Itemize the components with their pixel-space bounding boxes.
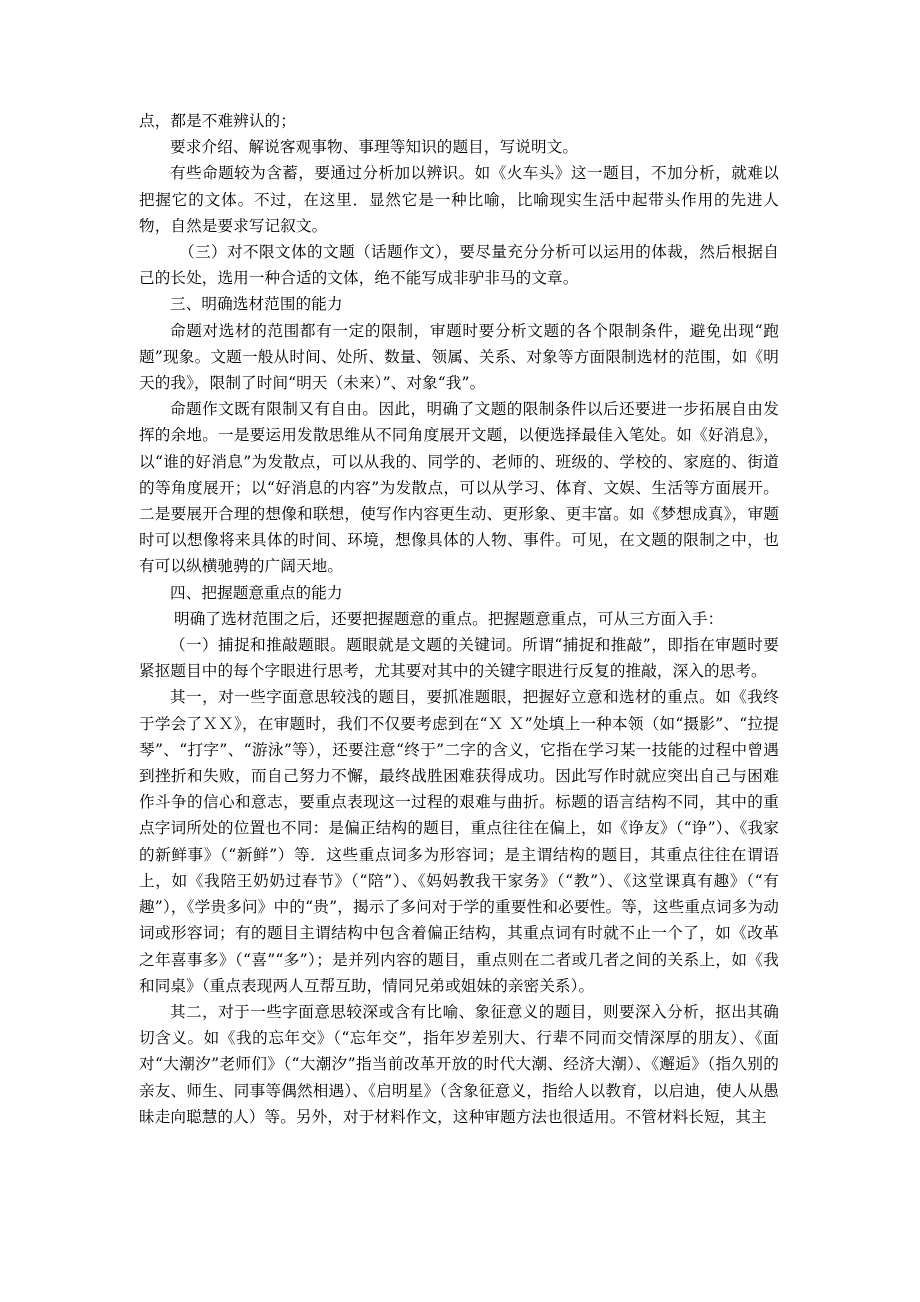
paragraph-first-point: 其一，对一些字面意思较浅的题目，要抓准题眼，把握好立意和选材的重点。如《我终于学会了ＸＸ》，在审题时，我们不仅要考虑到在“Ｘ Ｘ”处填上一种本领（如“摄影”、“拉提琴”、“打字”、“游泳”等），还要注意“终于”二字的含义，它指在学习某一技能的过程中曾遇到挫折和失败，而自己努力不懈，最终战胜困难获得成功。因此写作时就应突出自己与困难作斗争的信心和意志，要重点表现这一过程的艰难与曲折。标题的语言结构不同，其中的重点字词所处的位置也不同：是偏正结构的题目，重点往往在偏上，如《诤友》（“诤”）、《我家的新鲜事》（“新鲜”）等．这些重点词多为形容词；是主谓结构的题目，其重点往往在谓语上，如《我陪王奶奶过春节》（“陪”）、《妈妈教我干家务》（“教”）、《这堂课真有趣》（“有趣”），《学贵多问》中的“贵”，揭示了多问对于学的重要性和必要性。等，这些重点词多为动词或形容词；有的题目主谓结构中包含着偏正结构，其重点词有时就不止一个了，如《改革之年喜事多》（“喜”“多”）；是并列内容的题目，重点则在二者或几者之间的关系上，如《我和同桌》（重点表现两人互帮互助，情同兄弟或姐妹的亲密关系）。: [139, 688, 779, 995]
section-heading-key-points: 四、把握题意重点的能力: [170, 583, 343, 602]
document-page: [139, 108, 779, 1130]
paragraph-title-eye: （一）捕捉和推敲题眼。题眼就是文题的关键词。所谓“捕捉和推敲”，即指在审题时要紧抠题目中的每个字眼进行思考，尤其要对其中的关键字眼进行反复的推敲，深入的思考。: [139, 636, 779, 681]
paragraph-material-limits: 命题对选材的范围都有一定的限制，审题时要分析文题的各个限制条件，避免出现“跑题”现象。文题一般从时间、处所、数量、领属、关系、对象等方面限制选材的范围，如《明天的我》，限制了时间“明天（未来）”、对象“我”。: [139, 321, 779, 393]
paragraph-key-points-intro: 明确了选材范围之后，还要把握题意的重点。把握题意重点，可从三方面入手：: [174, 609, 724, 628]
paragraph-second-point: 其二，对于一些字面意思较深或含有比喻、象征意义的题目，则要深入分析，抠出其确切含义。如《我的忘年交》（“忘年交”，指年岁差别大、行辈不同而交情深厚的朋友）、《面对“大潮汐”老师们》（“大潮汐”指当前改革开放的时代大潮、经济大潮）、《邂逅》（指久别的亲友、师生、同事等偶然相遇）、《启明星》（含象征意义，指给人以教育，以启迪，使人从愚昧走向聪慧的人）等。另外，对于材料作文，这种审题方法也很适用。不管材料长短，其主: [139, 1002, 779, 1126]
paragraph-continuation: 点，都是不难辨认的；: [139, 112, 296, 130]
paragraph-expository-prompt: 要求介绍、解说客观事物、事理等知识的题目，写说明文。: [170, 138, 579, 157]
paragraph-implicit-prompt: 有些命题较为含蓄，要通过分析加以辨识。如《火车头》这一题目，不加分析，就难以把握它的文体。不过，在这里．显然它是一种比喻，比喻现实生活中起带头作用的先进人物，自然是要求写记叙文。: [139, 164, 779, 235]
paragraph-open-genre: （三）对不限文体的文题（话题作文），要尽量充分分析可以运用的体裁，然后根据自己的长处，选用一种合适的文体，绝不能写成非驴非马的文章。: [139, 243, 779, 288]
paragraph-limits-and-freedom: 命题作文既有限制又有自由。因此，明确了文题的限制条件以后还要进一步拓展自由发挥的余地。一是要运用发散思维从不同角度展开文题，以便选择最佳入笔处。如《好消息》，以“谁的好消息”为发散点，可以从我的、同学的、老师的、班级的、学校的、家庭的、街道的等角度展开；以“好消息的内容”为发散点，可以从学习、体育、文娱、生活等方面展开。二是要展开合理的想像和联想，使写作内容更生动、更形象、更丰富。如《梦想成真》，审题时可以想像将来具体的时间、环境，想像具体的人物、事件。可见，在文题的限制之中，也有可以纵横驰骋的广阔天地。: [139, 400, 779, 576]
section-heading-material-scope: 三、明确选材范围的能力: [170, 295, 343, 314]
